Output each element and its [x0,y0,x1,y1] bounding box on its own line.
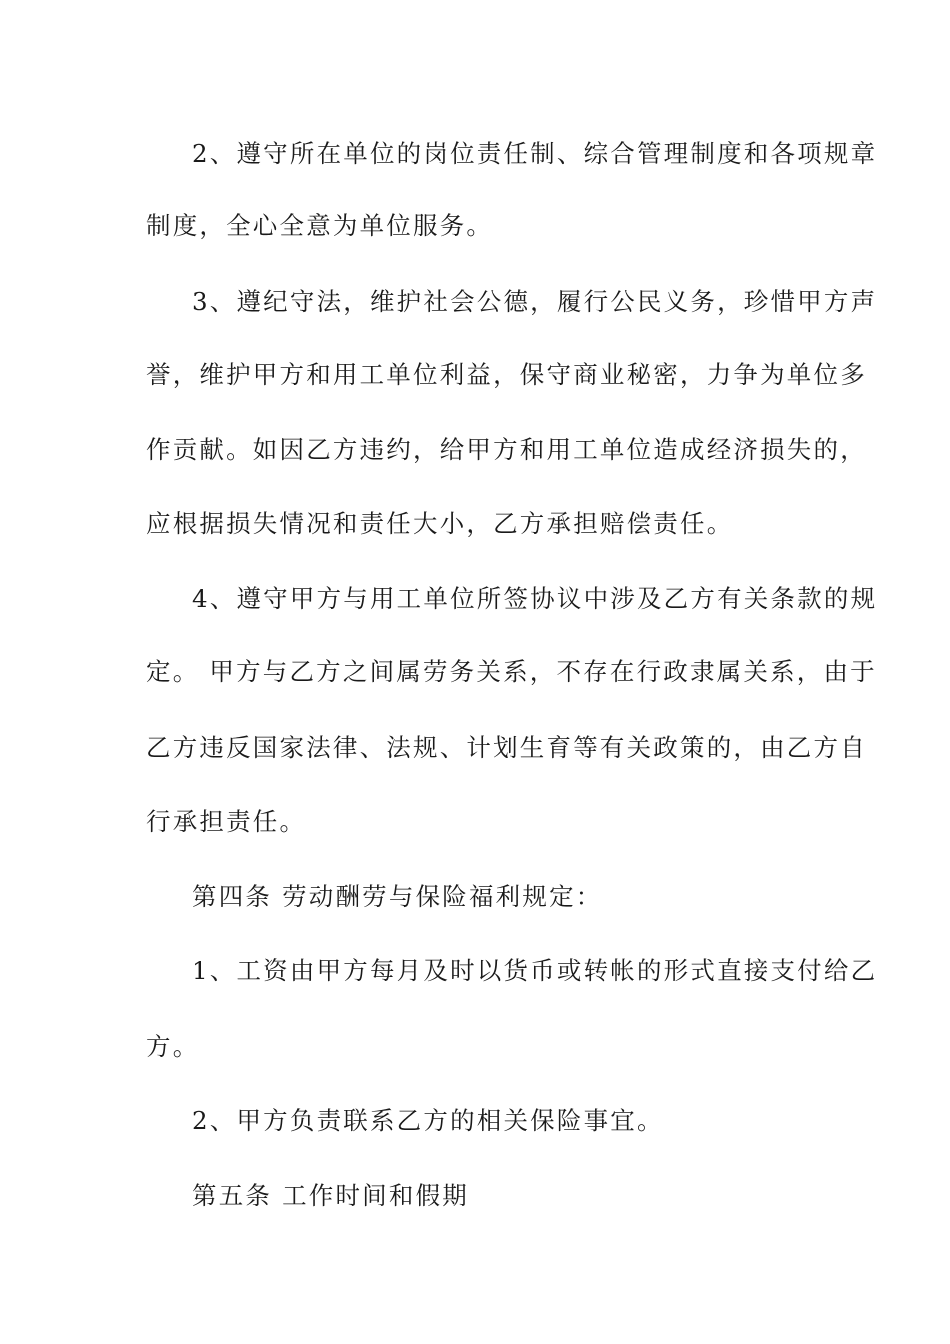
article-4-item-1-line-2: 方。 [146,1032,200,1061]
paragraph-2-line-2: 制度，全心全意为单位服务。 [146,211,494,240]
article-4-item-2: 2、甲方负责联系乙方的相关保险事宜。 [192,1106,664,1135]
paragraph-2-line-1: 2、遵守所在单位的岗位责任制、综合管理制度和各项规章 [192,139,878,168]
article-5-heading: 第五条 工作时间和假期 [192,1181,469,1210]
article-4-heading: 第四条 劳动酬劳与保险福利规定： [192,882,603,911]
paragraph-3-line-3: 作贡献。如因乙方违约，给甲方和用工单位造成经济损失的， [146,435,867,464]
paragraph-3-line-1: 3、遵纪守法，维护社会公德，履行公民义务，珍惜甲方声 [192,287,878,316]
paragraph-4-line-3: 乙方违反国家法律、法规、计划生育等有关政策的，由乙方自 [146,733,867,762]
paragraph-3-line-2: 誉，维护甲方和用工单位利益，保守商业秘密，力争为单位多 [146,360,867,389]
paragraph-4-line-2: 定。 甲方与乙方之间属劳务关系，不存在行政隶属关系，由于 [146,657,877,686]
paragraph-4-line-1: 4、遵守甲方与用工单位所签协议中涉及乙方有关条款的规 [192,584,878,613]
article-4-item-1-line-1: 1、工资由甲方每月及时以货币或转帐的形式直接支付给乙 [192,956,878,985]
paragraph-4-line-4: 行承担责任。 [146,807,307,836]
paragraph-3-line-4: 应根据损失情况和责任大小，乙方承担赔偿责任。 [146,509,734,538]
